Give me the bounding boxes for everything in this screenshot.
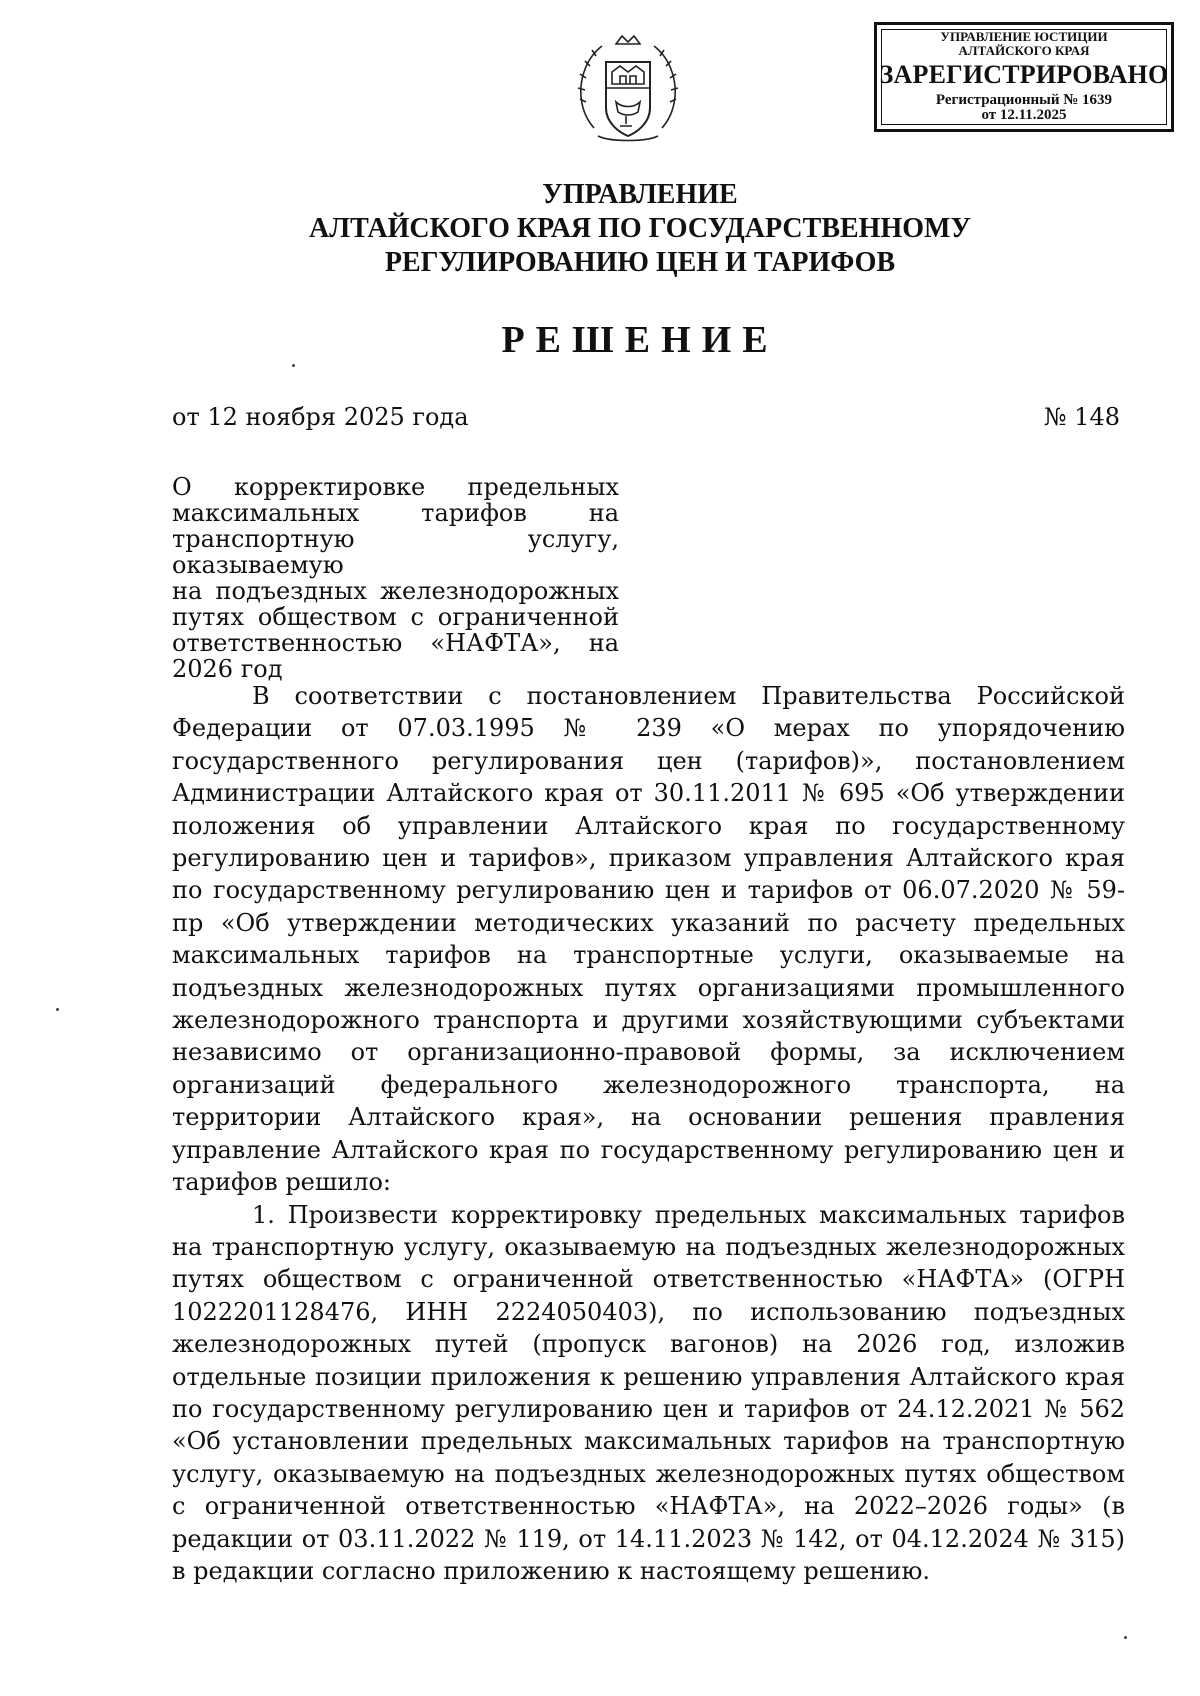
authority-line1: УПРАВЛЕНИЕ <box>542 179 738 210</box>
document-type: РЕШЕНИЕ <box>501 319 779 361</box>
subject-line: путях обществом с ограниченной <box>172 603 619 631</box>
stamp-reg-date: от 12.11.2025 <box>981 107 1067 124</box>
subject-line: транспортную услугу, оказываемую <box>172 525 619 579</box>
stamp-status: ЗАРЕГИСТРИРОВАНО <box>879 60 1169 90</box>
document-date: от 12 ноября 2025 года <box>172 403 469 431</box>
authority-line2: АЛТАЙСКОГО КРАЯ ПО ГОСУДАРСТВЕННОМУ <box>309 213 971 244</box>
subject-line: ответственностью «НАФТА», на <box>172 629 619 657</box>
subject-line: О корректировке предельных <box>172 473 619 501</box>
stamp-inner-border <box>881 29 1167 125</box>
scan-speck <box>56 1008 59 1011</box>
stamp-org-line1: УПРАВЛЕНИЕ ЮСТИЦИИ <box>940 29 1108 44</box>
stamp-org-line2: АЛТАЙСКОГО КРАЯ <box>958 42 1090 58</box>
body-paragraph-item-1: 1. Произвести корректировку предельных максимальных тарифов на транспортную услугу, оказываемую на подъездных железнодорожных путях обществом с ограниченной ответственностью «НАФТА» (ОГРН 1022201128476, ИНН 2224050403), по использованию подъездных железнодорожных путей (пропуск вагонов) на 2026 год, изложив отдельные позиции приложения к решению управления Алтайского края по государственному регулированию цен и тарифов от 24.12.2021 № 562 «Об установлении предельных максимальных тарифов на транспортную услугу, оказываемую на подъездных железнодорожных путях обществом с ограниченной ответственностью «НАФТА», на 2022–2026 годы» (в редакции от 03.11.2022 № 119, от 14.11.2023 № 142, от 04.12.2024 № 315) в редакции согласно приложению к настоящему решению. <box>172 1200 1125 1585</box>
document-number: № 148 <box>1043 403 1120 431</box>
scan-speck <box>1124 1636 1127 1639</box>
issuing-authority <box>240 178 1040 280</box>
subject-line: максимальных тарифов на <box>172 499 619 527</box>
scan-speck <box>292 364 295 367</box>
stamp-reg-number: Регистрационный № 1639 <box>935 91 1113 108</box>
body-paragraph-preamble: В соответствии с постановлением Правительства Российской Федерации от 07.03.1995 № 239 «О мерах по упорядочению государственного регулирования цен (тарифов)», постановлением Администрации Алтайского края от 30.11.2011 № 695 «Об утверждении положения об управлении Алтайского края по государственному регулированию цен и тарифов», приказом управления Алтайского края по государственному регулированию цен и тарифов от 06.07.2020 № 59-пр «Об утверждении методических указаний по расчету предельных максимальных тарифов на транспортные услуги, оказываемые на подъездных железнодорожных путях организациями промышленного железнодорожного транспорта и другими хозяйствующими субъектами независимо от организационно-правовой формы, за исключением организаций федерального железнодорожного транспорта, на территории Алтайского края», на основании решения правления управление Алтайского края по государственному регулированию цен и тарифов решило: <box>172 682 1125 1197</box>
document-subject <box>172 474 619 682</box>
subject-line: на подъездных железнодорожных <box>172 577 619 605</box>
document-body <box>172 680 1125 1587</box>
authority-line3: РЕГУЛИРОВАНИЮ ЦЕН И ТАРИФОВ <box>384 247 896 278</box>
subject-line: 2026 год <box>172 655 283 683</box>
registration-stamp <box>874 22 1174 132</box>
coat-of-arms-icon <box>576 32 680 148</box>
